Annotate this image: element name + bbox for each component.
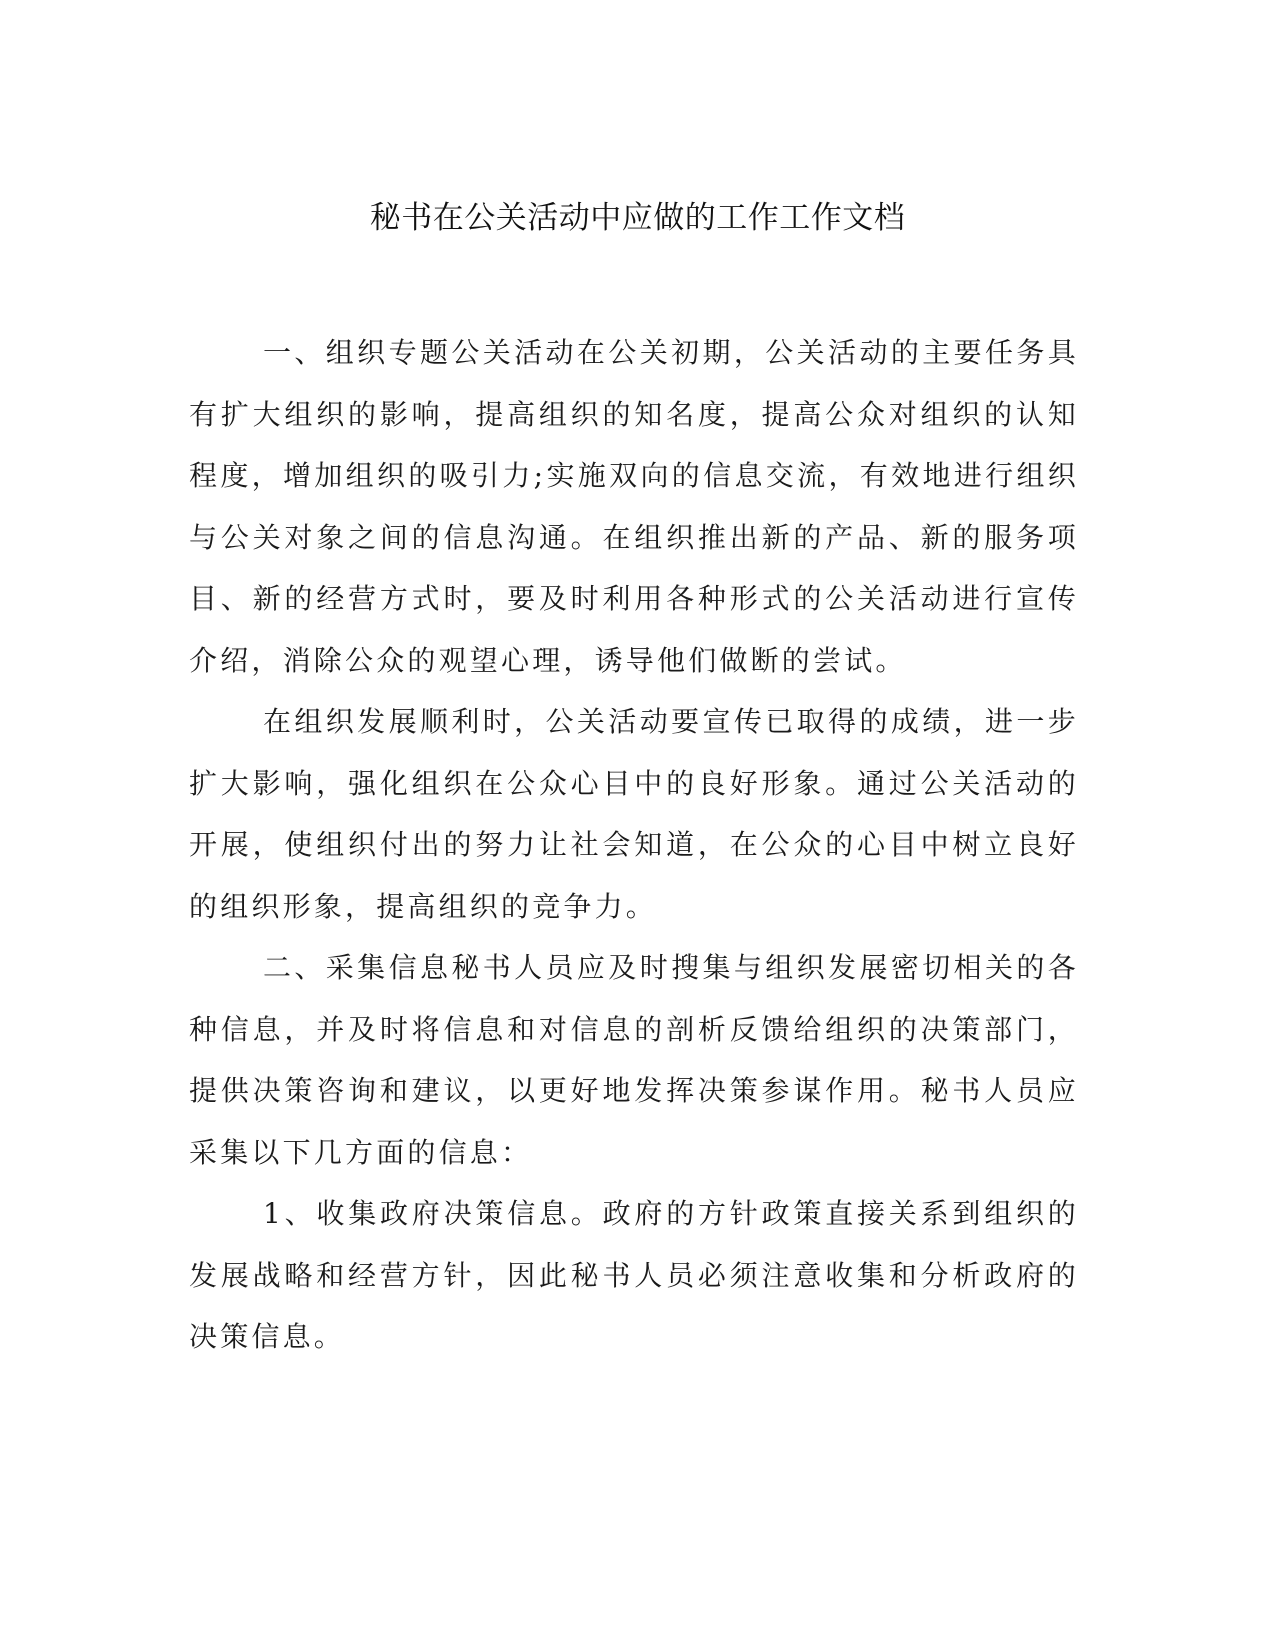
- paragraph-1: 一、组织专题公关活动在公关初期，公关活动的主要任务具有扩大组织的影响，提高组织的知名度，提高公众对组织的认知程度，增加组织的吸引力;实施双向的信息交流，有效地进行组织与公关对象之间的信息沟通。在组织推出新的产品、新的服务项目、新的经营方式时，要及时利用各种形式的公关活动进行宣传介绍，消除公众的观望心理，诱导他们做断的尝试。: [189, 336, 1079, 677]
- document-title: 秘书在公关活动中应做的工作工作文档: [369, 200, 906, 236]
- paragraph-4: 1、收集政府决策信息。政府的方针政策直接关系到组织的发展战略和经营方针，因此秘书人员必须注意收集和分析政府的决策信息。: [189, 1197, 1079, 1353]
- paragraph-3: 二、采集信息秘书人员应及时搜集与组织发展密切相关的各种信息，并及时将信息和对信息的剖析反馈给组织的决策部门，提供决策咨询和建议，以更好地发挥决策参谋作用。秘书人员应采集以下几方面的信息：: [189, 951, 1079, 1169]
- paragraph-2: 在组织发展顺利时，公关活动要宣传已取得的成绩，进一步扩大影响，强化组织在公众心目中的良好形象。通过公关活动的开展，使组织付出的努力让社会知道，在公众的心目中树立良好的组织形象，提高组织的竞争力。: [189, 705, 1079, 923]
- document-body: [189, 322, 1079, 1368]
